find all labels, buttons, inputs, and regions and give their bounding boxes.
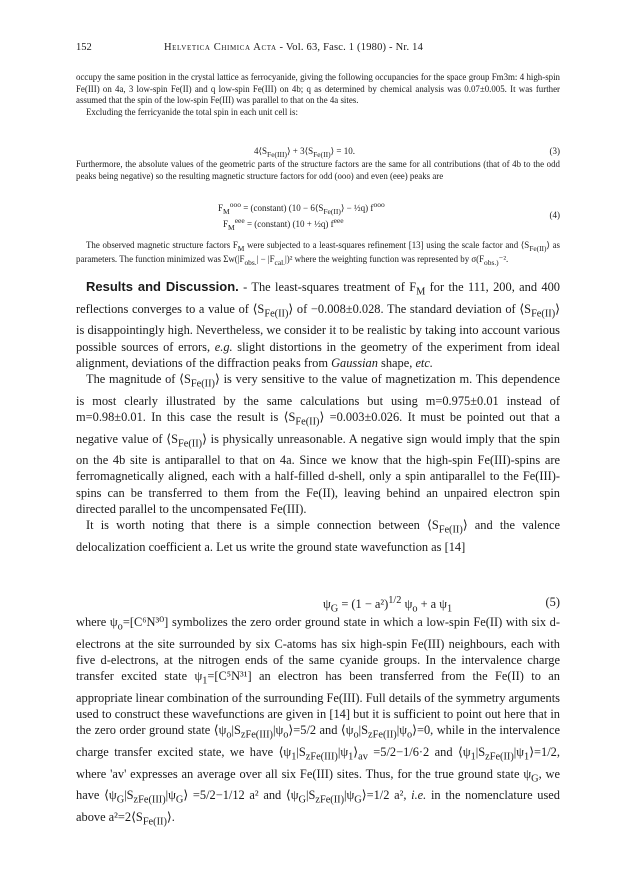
paragraph-structure-factors: Furthermore, the absolute values of the geometric parts of the structure factors are the same for all contributions (that of 4b to the odd peaks being negative) so the resulting magnetic structure factors for odd (ooo) and even (eee) peaks are (76, 159, 560, 181)
equation-5 (76, 595, 560, 615)
equation-5-body: $\psi_G = (1 - a^2)^{1/2}$ $\psi_o + a$ $\psi_1$ (323, 595, 453, 615)
main-text-block (76, 279, 560, 555)
paragraph-occupancy: occupy the same position in the crystal lattice as ferrocyanide, giving the following occupancies for the space group Fm3m: 4 high-spin Fe(III) on 4a, 3 low-spin Fe(II) and q low-spin Fe(III) on 4b; q as determined by chemical analysis was 0.07±0.005. It was further assumed that the spin of the low-spin Fe(III) was parallel to that on the 4a sites. (76, 72, 560, 106)
journal-name: Helvetica Chimica Acta (164, 42, 277, 53)
equation-3 (76, 146, 560, 158)
equation-4-number: (4) (549, 210, 560, 220)
equation-4b (76, 210, 560, 232)
paragraph-wavefunction: where $\psi_o=[C^6N^{30}]$ symbolizes the zero order ground state in which a low-spin Fe(II) with six d-electrons at the site surrounded by six C-atoms has six high-spin Fe(III) neighbours, each with five d-electrons, at the nitrogen ends of the same cyanide groups. In the intervalence charge transfer excited state $\psi_1=[C^5N^{31}]$ an electron has been transferred from the Fe(II) to an appropriate linear combination of the surrounding Fe(III). Full details of the symmetry arguments used to construct these wavefunctions are given in [14] but it is sufficient to point out here that in the zero order ground state $⟨\psi_o|S_{zFe(III)}|\psi_o⟩=5/2$ and $⟨\psi_o|S_{zFe(II)}|\psi_o⟩=0$, while in the intervalence charge transfer excited state, we have $⟨\psi_1|S_{zFe(III)}|\psi_1⟩_{av} =5/2-1/6\cdot 2$ and $⟨\psi_1|S_{zFe(II)}|\psi_1⟩=1/2$, where 'av' expresses an average over all six Fe(III) sites. Thus, for the true ground state $\psi_G$, we have $⟨\psi_G|S_{zFe(III)}|\psi_G⟩ =5/2-1/12$ a² and $⟨\psi_G|S_{zFe(II)}|\psi_G⟩=1/2$ a², i.e. in the nomenclature used above $a^2=2⟨S_{Fe(II)}⟩$. (76, 615, 560, 828)
journal-issue: - Vol. 63, Fasc. 1 (1980) - Nr. 14 (276, 42, 424, 53)
equation-4a (76, 200, 560, 216)
paragraph-total-spin: Excluding the ferricyanide the total spin in each unit cell is: (86, 107, 298, 118)
small-text-block-refinement (76, 240, 560, 269)
small-text-block-structure (76, 159, 560, 182)
paragraph-magnetization: The magnitude of $⟨S_{Fe(II)}⟩$ is very sensitive to the value of magnetization m. This dependence is most clearly illustrated by the same calculations but using m=0.975±0.01 instead of m=0.98±0.01. In this case the result is $⟨S_{Fe(II)}⟩ =0.003\pm 0.026$. It must be pointed out that a negative value of $⟨S_{Fe(II)}⟩$ is physically unreasonable. A negative sign would imply that the spin on the 4b site is antiparallel to that on 4a. Since we know that the high-spin Fe(III)-spins are ferromagnetically aligned, each with a half-filled d-shell, only a spin antiparallel to the Fe(III)-spins can be transferred to them from the Fe(II), leaving behind an unpaired electron spin directed parallel to the uncompensated Fe(III). (76, 371, 560, 516)
equation-5-number: (5) (545, 595, 560, 609)
equation-4b-body: $F_M^{eee}$ = (constant) (10 + ½q) $f^{eee}$ (223, 216, 344, 232)
equation-3-number: (3) (549, 146, 560, 156)
paragraph-results (76, 279, 560, 371)
equation-3-body: $4⟨S_{Fe(III)}⟩$ + $3⟨S_{Fe(II)}⟩ = 10$. (254, 146, 355, 159)
paragraph-refinement: The observed magnetic structure factors $F_M$ were subjected to a least-squares refinement [13] using the scale factor and $⟨S_{Fe(II)}⟩$ as parameters. The function minimized was $\Sigma w(|F_{obs.}| - |F_{cal.}|)^2$ where the weighting function was represented by $\sigma(F_{obs.)}^{-2}$. (76, 240, 560, 268)
main-text-block-lower (76, 614, 560, 831)
results-text: - The least-squares treatment of $F_M$ for the 111, 200, and 400 reflections converges to a value of $⟨S_{Fe(II)}⟩$ of −0.008±0.028. The standard deviation of $⟨S_{Fe(II)}⟩$ is disappointingly high. Nevertheless, we consider it to be realistic by taking into account various possible sources of errors, e.g. slight distortions in the geometry of the experiment from ideal alignment, deviations of the diffraction peaks from Gaussian shape, etc. (76, 280, 561, 370)
equation-4a-body: $F_M^{ooo}$ = (constant) ($10 - 6⟨S_{Fe(II)}⟩$ − ½q) $f^{ooo}$ (218, 200, 385, 216)
paragraph-delocalization: It is worth noting that there is a simple connection between $⟨S_{Fe(II)}⟩$ and the valence delocalization coefficient a. Let us write the ground state wavefunction as [14] (76, 517, 560, 554)
section-heading: Results and Discussion. (86, 279, 239, 294)
small-text-block-top (76, 72, 560, 119)
page-number: 152 (76, 42, 92, 53)
journal-running-title (164, 42, 423, 53)
